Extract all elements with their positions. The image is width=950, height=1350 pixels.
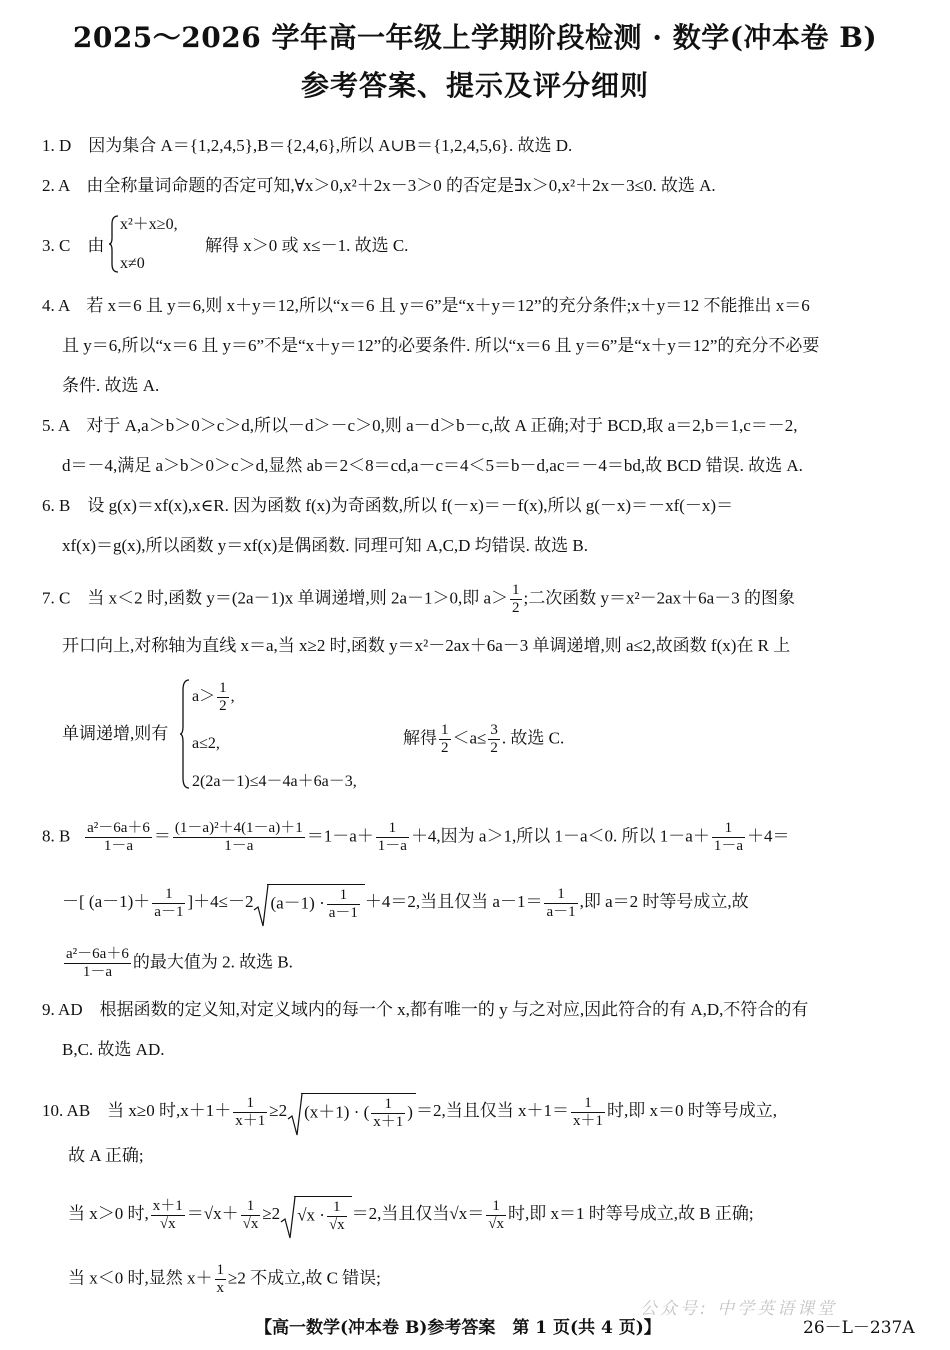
answer-9-line-1: 9. AD 根据函数的定义知,对定义域内的每一个 x,都有唯一的 y 与之对应,因此符合的有 A,D,不符合的有 (42, 1000, 809, 1019)
q7-text-a: 7. C 当 x＜2 时,函数 y＝(2a－1)x 单调递增,则 2a－1＞0,即 a＞ (42, 588, 509, 608)
answer-10-line-4: 当 x＜0 时,显然 x＋ $\frac{1}{x}$ ≥2 不成立,故 C 错误; (68, 1262, 381, 1296)
page-title: 2025～2026 学年高一年级上学期阶段检测 · 数学(冲本卷 B) (72, 21, 878, 54)
q7-system-line-1: a＞ $\frac{1}{2}$ , (192, 680, 235, 714)
answer-9-line-2: B,C. 故选 AD. (62, 1040, 165, 1059)
watermark: 公众号: 中学英语课堂 (640, 1299, 838, 1319)
answer-4-line-1: 4. A 若 x＝6 且 y＝6,则 x＋y＝12,所以“x＝6 且 y＝6”是“x＋y＝12”的充分条件;x＋y＝12 不能推出 x＝6 (42, 296, 810, 315)
answer-4-line-2: 且 y＝6,所以“x＝6 且 y＝6”不是“x＋y＝12”的必要条件. 所以“x＝6 且 y＝6”是“x＋y＝12”的充分不必要 (62, 336, 820, 355)
answer-3-lead: 3. C 由 (42, 236, 105, 255)
page-subtitle: 参考答案、提示及评分细则 (300, 69, 649, 102)
answer-6-line-2: xf(x)＝g(x),所以函数 y＝xf(x)是偶函数. 同理可知 A,C,D 均错误. 故选 B. (62, 536, 589, 555)
answer-7-line-2: 开口向上,对称轴为直线 x＝a,当 x≥2 时,函数 y＝x²－2ax＋6a－3 单调递增,则 a≤2,故函数 f(x)在 R 上 (62, 636, 791, 655)
answer-8-line-3: $\frac{\text{a²－6a＋6}}{1-a}$ 的最大值为 2. 故选 B. (66, 946, 293, 980)
sqrt-q10b: √x · $\frac{1}{√x}$ (280, 1196, 351, 1234)
answer-10-line-1: 10. AB 当 x≥0 时,x＋1＋ $\frac{1}{x+1}$ ≥2 (x＋1) · ( $\frac{1}{x+1}$ ) ＝2,当且仅当 x＋1＝ $\frac{1}{x+1}$ 时,即 x＝0 时等号成立, (42, 1093, 777, 1131)
document-code: 26－L－237A (803, 1318, 915, 1338)
answer-6-line-1: 6. B 设 g(x)＝xf(x),x∈R. 因为函数 f(x)为奇函数,所以 f(－x)＝－f(x),所以 g(－x)＝－xf(－x)＝ (42, 496, 734, 515)
q7-text-b: ;二次函数 y＝x²－2ax＋6a－3 的图象 (523, 588, 795, 608)
answer-5-line-1: 5. A 对于 A,a＞b＞0＞c＞d,所以－d＞－c＞0,则 a－d＞b－c,故 A 正确;对于 BCD,取 a＝2,b＝1,c＝－2, (42, 416, 798, 435)
answer-4-line-3: 条件. 故选 A. (62, 376, 160, 395)
answer-5-line-2: d＝－4,满足 a＞b＞0＞c＞d,显然 ab＝2＜8＝cd,a－c＝4＜5＝b－d,ac＝－4＝bd,故 BCD 错误. 故选 A. (62, 456, 803, 475)
answer-10-line-2: 故 A 正确; (68, 1146, 144, 1165)
answer-7-line-1 (42, 582, 795, 617)
answer-8-line-1: 8. B $\frac{\text{a²－6a＋6}}{1-a}$ ＝ $\frac{\text{(1－a)²＋4(1－a)＋1}}{1-a}$ ＝1－a＋ $\frac{1}{1-a}$ ＋4,因为 a＞1,所以 1－a＜0. 所以 1－a＋ $\frac{1}{1-a}$ ＋4＝ (42, 820, 790, 854)
answer-8-line-2: －[ (a－1)＋ $\frac{1}{a-1}$ ]＋4≤－2 (a－1) · $\frac{1}{a-1}$ ＋4＝2,当且仅当 a－1＝ $\frac{1}{a-1}$ ,即 a＝2 时等号成立,故 (62, 884, 749, 922)
q3-system-line-1: x²＋x≥0, (120, 216, 178, 233)
q3-system-line-2: x≠0 (120, 255, 145, 272)
sqrt-q8: (a－1) · $\frac{1}{a-1}$ (253, 884, 364, 922)
fraction-one-half: $\frac{1}{2}$ (512, 582, 520, 616)
brace-q3 (108, 214, 120, 274)
answer-2: 2. A 由全称量词命题的否定可知,∀x＞0,x²＋2x－3＞0 的否定是∃x＞0,x²＋2x－3≤0. 故选 A. (42, 176, 716, 195)
brace-q7 (179, 678, 191, 790)
answer-10-line-3: 当 x＞0 时, $\frac{x+1}{√x}$ ＝√x＋ $\frac{1}{√x}$ ≥2 √x · $\frac{1}{√x}$ ＝2,当且仅当√x＝ $\frac{1}{√x}$ 时,即 x＝1 时等号成立,故 B 正确; (68, 1196, 754, 1234)
footer-label: 【高一数学(冲本卷 B)参考答案 第 1 页(共 4 页)】 (255, 1318, 661, 1338)
answer-7-line-3: 单调递增,则有 (62, 724, 169, 743)
q7-system-line-2: a≤2, (192, 735, 220, 752)
answer-3-tail: 解得 x＞0 或 x≤－1. 故选 C. (205, 236, 409, 255)
q7-system-line-3: 2(2a－1)≤4－4a＋6a－3, (192, 773, 357, 790)
answer-1: 1. D 因为集合 A＝{1,2,4,5},B＝{2,4,6},所以 A∪B＝{1,2,4,5,6}. 故选 D. (42, 136, 573, 155)
q7-solution: 解得 $\frac{1}{2}$ ＜a≤ $\frac{3}{2}$ . 故选 C. (403, 722, 565, 756)
sqrt-q10: (x＋1) · ( $\frac{1}{x+1}$ ) (287, 1093, 416, 1131)
